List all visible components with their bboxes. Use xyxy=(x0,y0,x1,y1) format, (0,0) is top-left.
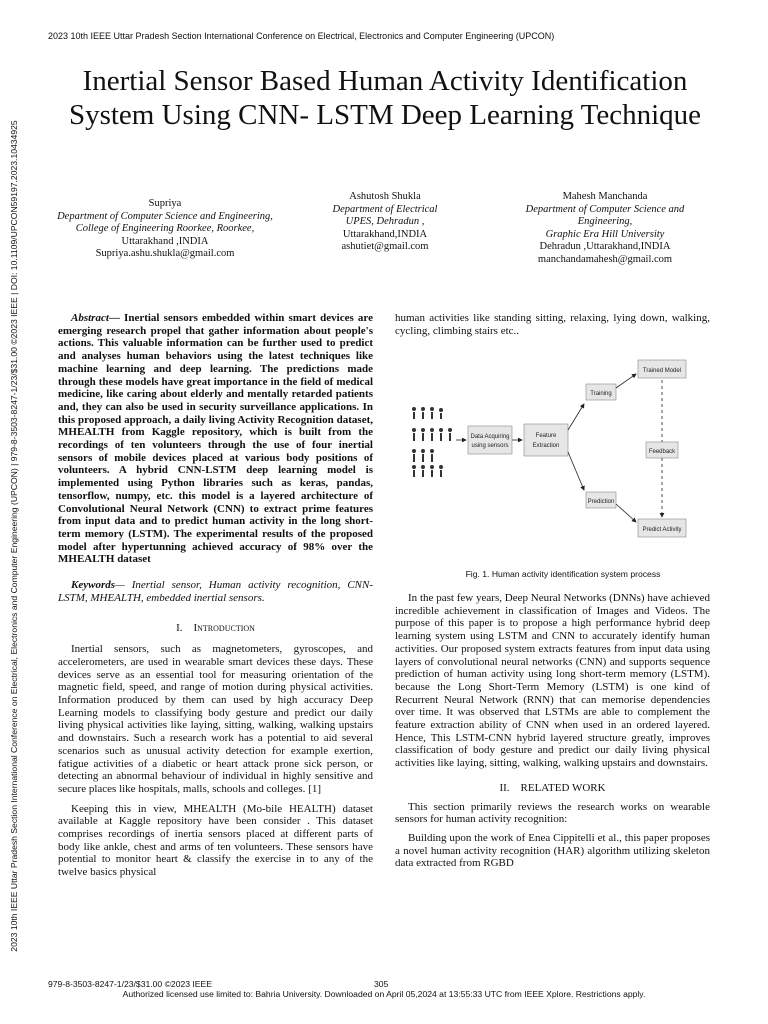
author-name: Mahesh Manchanda xyxy=(562,191,648,202)
figure-caption: Fig. 1. Human activity identification system process xyxy=(465,569,661,579)
section-title: Introduction xyxy=(193,622,255,635)
person-icon xyxy=(439,465,443,477)
person-icon xyxy=(439,408,443,419)
feature-extraction-label-1: Feature xyxy=(535,433,557,439)
person-icon xyxy=(412,407,416,419)
person-icon xyxy=(421,465,425,477)
keywords xyxy=(58,579,373,604)
person-icon xyxy=(421,428,425,441)
section-heading-introduction xyxy=(58,622,373,635)
data-acquiring-label-2: using sensors xyxy=(471,443,509,449)
footer-isbn: 979-8-3503-8247-1/23/$31.00 ©2023 IEEE xyxy=(48,979,213,989)
author-inst: UPES, Dehradun , xyxy=(345,216,425,228)
feedback-label: Feedback xyxy=(648,449,676,455)
doi-sidebar xyxy=(6,96,22,976)
abstract xyxy=(58,312,373,566)
paper-title: Inertial Sensor Based Human Activity Identification System Using CNN- LSTM Deep Learning Technique xyxy=(68,65,702,131)
person-icon xyxy=(421,449,425,462)
data-acquiring-label-1: Data Acquiring xyxy=(470,434,510,440)
left-column xyxy=(58,312,373,879)
person-icon xyxy=(430,449,434,462)
author-location: Dehradun ,Uttarakhand,INDIA xyxy=(539,241,671,253)
feature-extraction-box xyxy=(524,424,568,456)
predict-activity-label: Predict Activity xyxy=(642,527,682,533)
person-icon xyxy=(412,465,416,477)
person-icon xyxy=(448,428,452,441)
section-number: II. xyxy=(499,781,510,794)
section-number: I. xyxy=(176,622,183,635)
page-number: 305 xyxy=(374,979,389,989)
trained-model-label: Trained Model xyxy=(642,368,682,374)
person-icon xyxy=(439,428,443,441)
feature-extraction-label-2: Extraction xyxy=(532,443,560,449)
intro-paragraph-2: Keeping this in view, MHEALTH (Mo-bile HEALTH) dataset available at Kaggle repository have been consider . This dataset comprises recordings of inertia sensors placed at different parts of body like ankle, chest and arms of ten volunteers. These sensors have potential to monitor heart & classify the exercise in to any of the twelve basics physical xyxy=(58,802,373,879)
person-icon xyxy=(430,428,434,441)
author-email: Supriya.ashu.shukla@gmail.com xyxy=(95,248,235,260)
author-location: Uttarakhand,INDIA xyxy=(342,228,428,240)
person-icon xyxy=(412,428,416,441)
author-dept: Department of Computer Science and Engineering, xyxy=(525,203,685,228)
system-process-figure xyxy=(406,352,716,552)
author-3 xyxy=(500,191,710,267)
person-icon xyxy=(430,407,434,419)
right-column-top xyxy=(395,312,710,337)
author-location: Uttarakhand ,INDIA xyxy=(121,235,209,247)
person-icon xyxy=(412,449,416,462)
dnn-paragraph: In the past few years, Deep Neural Networks (DNNs) have achieved incredible achievement in classification of Images and Videos. The purpose of this paper is to propose a high performance hybrid deep learning system using LSTM and CNN to accurately identify human activities. Our proposed system extracts features from input data using layers of convolutional neural networks (CNN) and supports sequence prediction of human activity using long short-term memory (LSTM). because the Long Short-Term Memory (LSTM) is one kind of Recurrent Neural Network (RNN) that can memorise dependencies over time. It was observed that LSTMs are able to complement the feature extraction ability of CNN when used in an ordered layered. Hence, This LSTM-CNN hybrid layered structure greatly, improves classification of body gesture and predict our daily living physical activities like laying, sitting, walking, walking upstairs and downstairs. xyxy=(395,592,710,770)
related-work-paragraph-2: Building upon the work of Enea Cippitelli et al., this paper proposes a novel human activity recognition (HAR) algorithm utilizing skeleton data extracted from RGBD xyxy=(395,831,710,870)
right-column-bottom xyxy=(395,592,710,870)
doi-sidebar-text: 2023 10th IEEE Uttar Pradesh Section International Conference on Electrical, Electronics and Computer Engineering (UPCON) | 979-8-3503-8247-1/23/$31.00 ©2023 IEEE | DOI: 10.1109/UPCON59197.2023.10434925 xyxy=(9,120,19,952)
author-dept: Department of Electrical xyxy=(332,203,438,215)
author-1 xyxy=(56,198,274,261)
person-icon xyxy=(421,407,425,419)
intro-paragraph-1: Inertial sensors, such as magnetometers, gyroscopes, and accelerometers, are used in wearable smart devices these days. These devices serve as an essential tool for measuring orientation of the magnetic field, speed, and range of motion during physical activities. Information produced by them can used by high accuracy Deep Learning models to classifying body gesture and predict our daily living physical activities like laying, sitting, walking, walking upstairs and downstairs. Such a research work has a potential to aid several scenarios such as unusual activity detection for example exertion, fatigue activities of a diabetic or heart attack prone sick person, or detecting an abnormal behaviour of individual in highly sensitive and secure places like hospitals, malls, schools and colleges. [1] xyxy=(58,643,373,795)
author-inst: Graphic Era Hill University xyxy=(545,228,665,240)
abstract-text: — Inertial sensors embedded within smart devices are emerging research propel that gather information about people's actions. This valuable information can be further used to predict and analyses human behaviors using the latest techniques like machine learning and deep learning. The predictions made through these models have great importance in the field of medical medicine, like caring about elderly and mentally retarded patients and, they can also be used in security surveillance applications. In this proposed approach, a daily living Activity Recognition dataset, MHEALTH from Kaggle repository, which is built from the recordings of ten volunteers through the use of four inertial sensors of mobile devices placed at various body positions of volunteers. A hybrid CNN-LSTM deep learning model is implemented using Python libraries such as keras, pandas, tensorflow, numpy, etc. this model is a layered architecture of Convolutional Neural Network (CNN) to extract prime features from input data and to predict human activity in the long short-term memory (LSTM). The experimental results of the proposed model after hypertunning achieved accuracy of 98% over the MHEALTH dataset xyxy=(58,312,373,566)
conference-header: 2023 10th IEEE Uttar Pradesh Section International Conference on Electrical, Electronics and Computer Engineering (UPCON) xyxy=(48,31,555,41)
author-email: ashutiet@gmail.com xyxy=(341,241,429,253)
continued-paragraph: human activities like standing sitting, relaxing, lying down, walking, cycling, climbing stairs etc.. xyxy=(395,312,710,337)
related-work-paragraph-1: This section primarily reviews the research works on wearable sensors for human activity recognition: xyxy=(395,800,710,826)
keywords-text: — Inertial sensor, Human activity recognition, CNN-LSTM, MHEALTH, embedded inertial sensors. xyxy=(58,579,373,604)
section-heading-related-work xyxy=(395,782,710,795)
author-name: Ashutosh Shukla xyxy=(349,191,421,202)
training-label: Training xyxy=(590,391,612,397)
author-2 xyxy=(300,191,470,254)
author-inst: College of Engineering Roorkee, Roorkee, xyxy=(75,223,255,235)
author-dept: Department of Computer Science and Engineering, xyxy=(57,210,273,222)
abstract-label: Abstract xyxy=(71,312,109,324)
license-notice: Authorized licensed use limited to: Bahria University. Downloaded on April 05,2024 at 13:55:33 UTC from IEEE Xplore. Restrictions apply. xyxy=(122,989,646,999)
person-icon xyxy=(430,465,434,477)
author-name: Supriya xyxy=(148,198,182,209)
section-title: RELATED WORK xyxy=(520,781,606,794)
activity-pictograms xyxy=(412,407,452,477)
keywords-label: Keywords xyxy=(71,579,115,592)
prediction-label: Prediction xyxy=(587,499,615,505)
author-email: manchandamahesh@gmail.com xyxy=(537,253,673,265)
data-acquiring-box xyxy=(468,426,512,454)
